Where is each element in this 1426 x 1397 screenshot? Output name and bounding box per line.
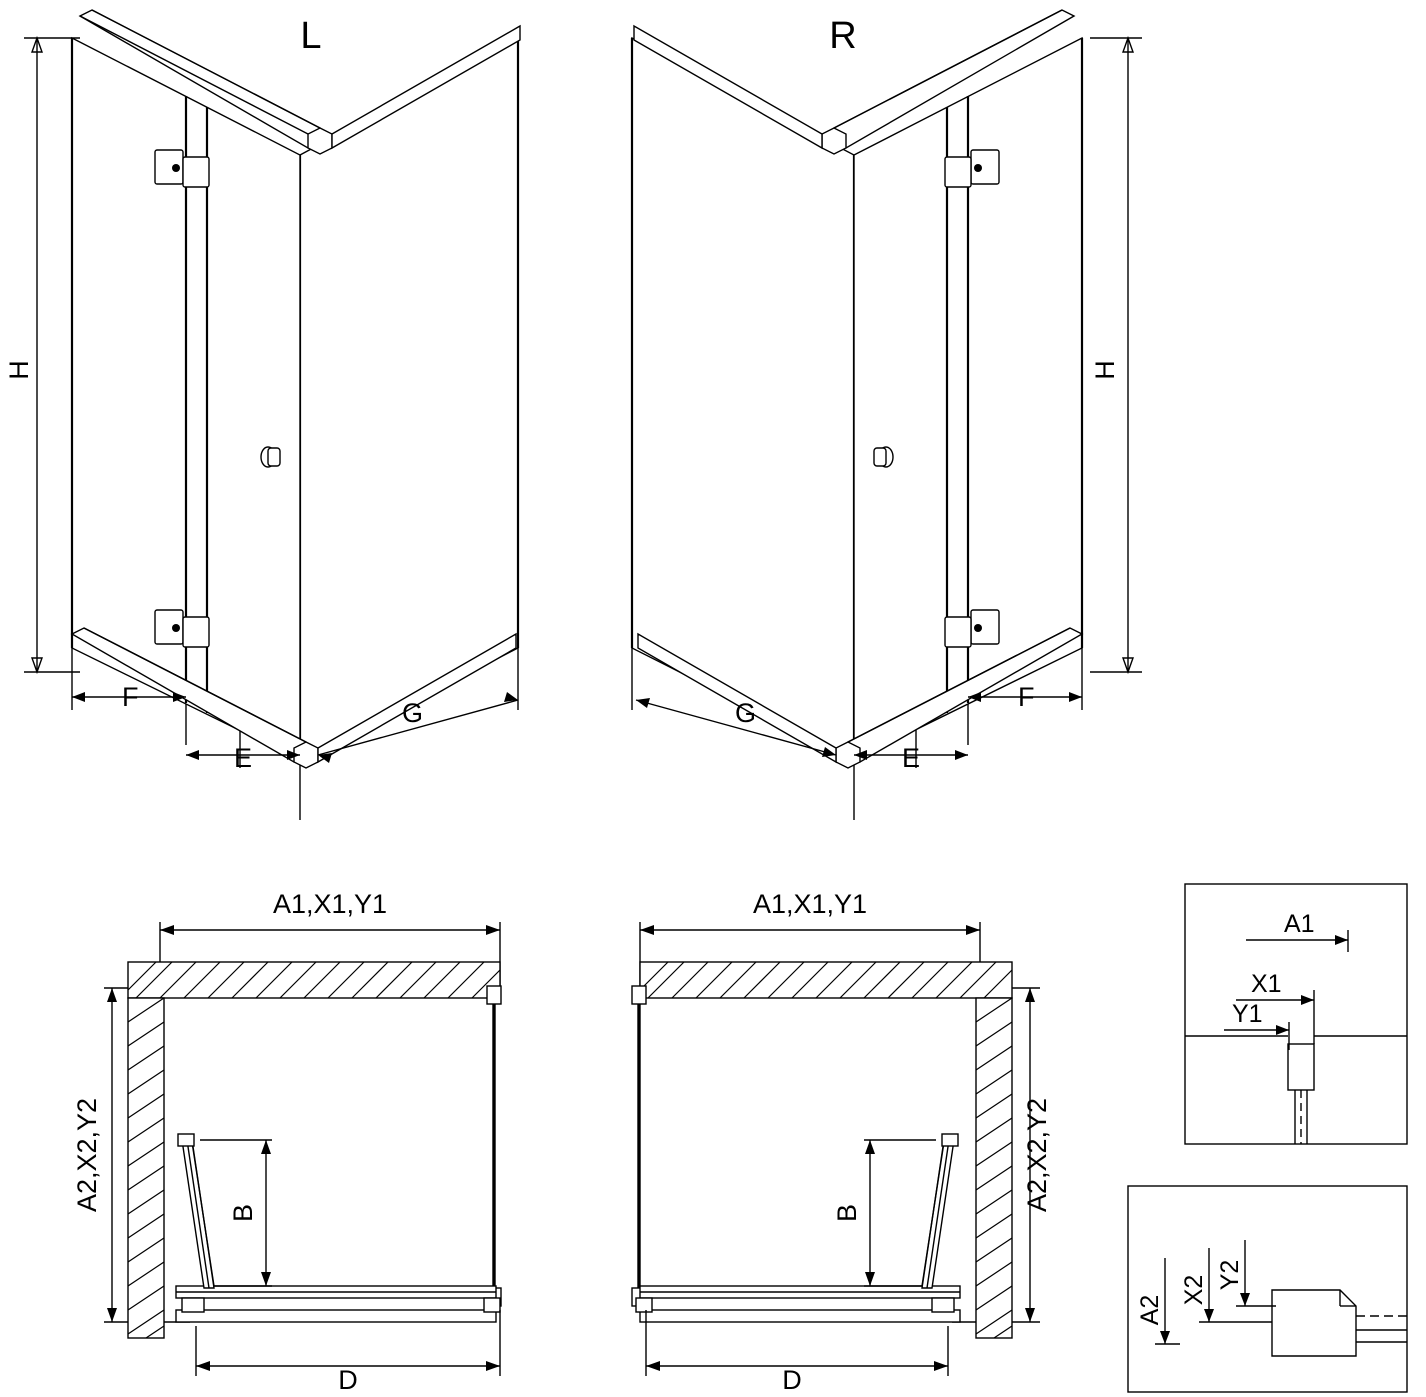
label-B-right: B — [832, 1203, 862, 1223]
label-Y2-detail: Y2 — [1216, 1259, 1244, 1291]
view-title-right: R — [829, 15, 857, 57]
plan-view-right — [632, 889, 1052, 1395]
label-E-left: E — [234, 743, 253, 773]
label-X1-detail: X1 — [1251, 970, 1282, 998]
plan-view-left — [72, 889, 501, 1395]
fixed-glass-left-plan-right — [632, 986, 646, 1306]
wall-right-plan — [976, 998, 1012, 1338]
door-open-plan-left — [178, 1134, 214, 1288]
label-A2X2Y2-left: A2,X2,Y2 — [72, 1097, 102, 1213]
label-A1X1Y1-right: A1,X1,Y1 — [752, 889, 868, 919]
label-X2-detail: X2 — [1180, 1274, 1208, 1306]
detail-view-bottom — [1128, 1186, 1407, 1392]
iso-view-right — [632, 10, 1142, 820]
dimension-B-right — [832, 1140, 936, 1286]
dimension-D-right — [646, 1310, 948, 1395]
wall-top-right-plan — [640, 962, 1012, 998]
fixed-glass-right-plan-left — [487, 986, 501, 1306]
label-A2X2Y2-right: A2,X2,Y2 — [1022, 1097, 1052, 1213]
dimension-D-left — [196, 1310, 500, 1395]
detail-view-top — [1185, 884, 1407, 1144]
door-knob-L — [261, 447, 280, 467]
dimension-height-left — [4, 38, 80, 672]
label-A1-detail: A1 — [1284, 910, 1315, 938]
label-G-left: G — [402, 698, 424, 728]
label-E-right: E — [902, 743, 921, 773]
wall-left-plan — [128, 998, 164, 1338]
label-F-left: F — [122, 682, 139, 712]
bottom-glass-run-plan-left — [176, 1286, 500, 1322]
label-H-right: H — [1090, 360, 1120, 380]
bottom-glass-run-plan-right — [636, 1286, 960, 1322]
label-B-left: B — [228, 1203, 258, 1223]
wall-top-left-plan — [128, 962, 500, 998]
view-title-left: L — [300, 15, 322, 57]
door-knob-R — [874, 447, 893, 467]
label-A2-detail: A2 — [1136, 1294, 1164, 1326]
door-open-plan-right — [922, 1134, 958, 1288]
label-H-left: H — [4, 360, 34, 380]
label-Y1-detail: Y1 — [1232, 1000, 1263, 1028]
label-F-right: F — [1018, 682, 1035, 712]
iso-view-left — [4, 10, 520, 820]
label-D-right: D — [782, 1365, 802, 1395]
label-D-left: D — [338, 1365, 358, 1395]
label-G-right: G — [735, 698, 757, 728]
label-A1X1Y1-left: A1,X1,Y1 — [272, 889, 388, 919]
dimension-height-right — [1090, 38, 1142, 672]
